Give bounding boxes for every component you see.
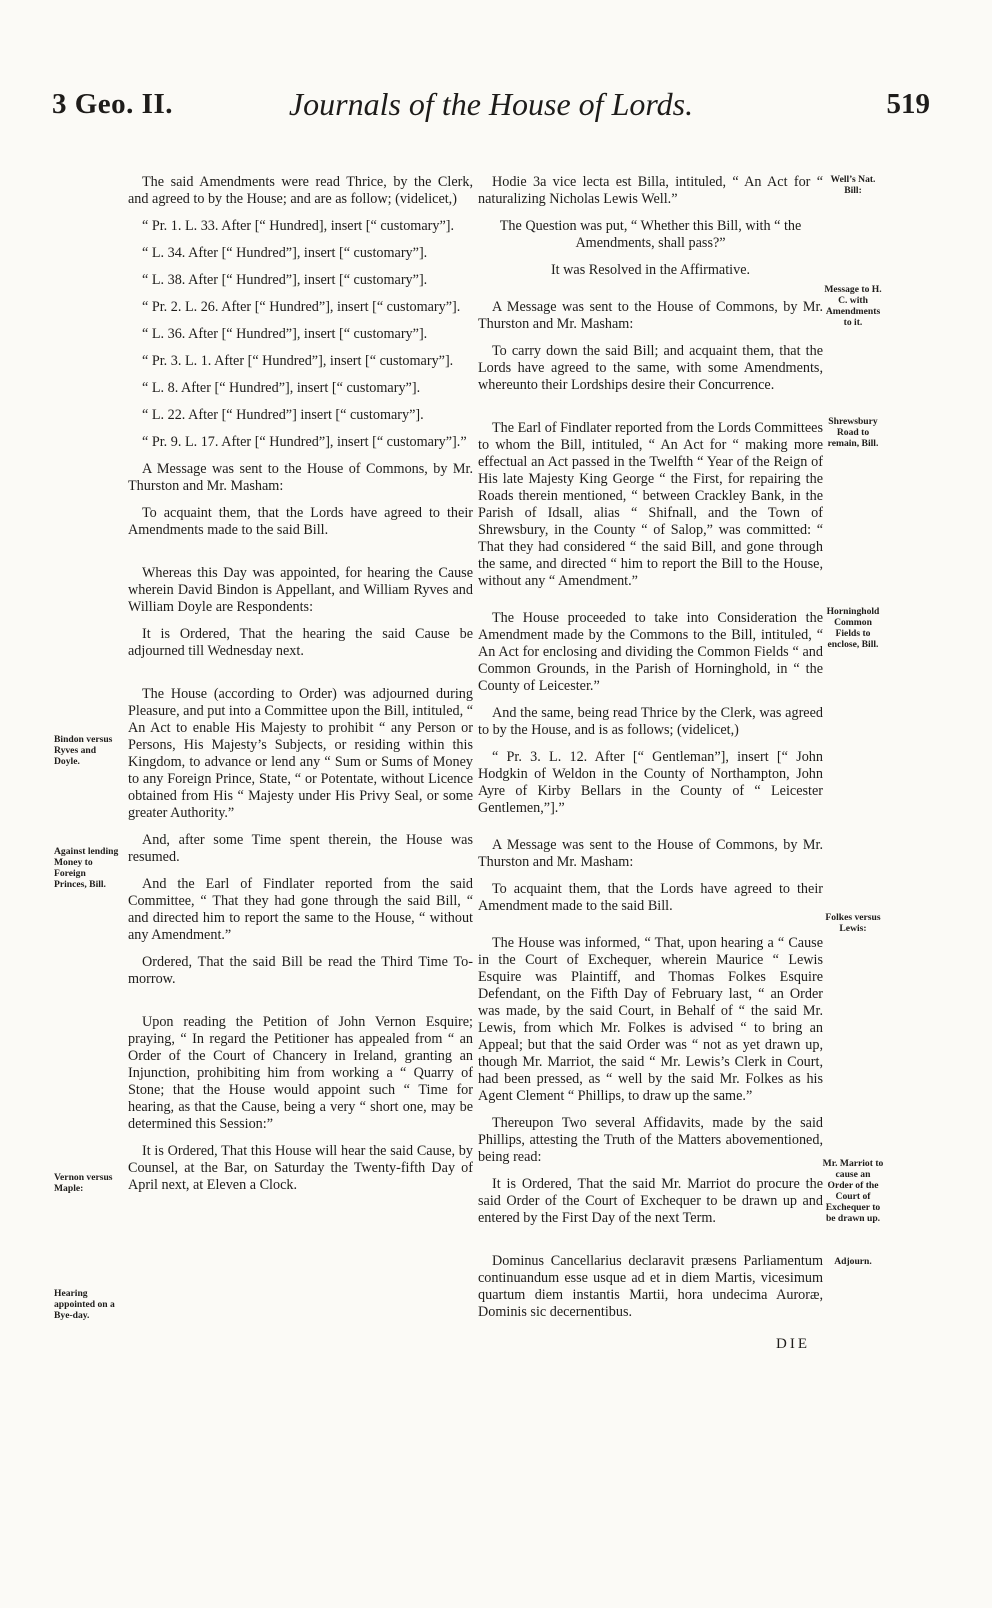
page-header (52, 86, 930, 146)
paragraph: And the Earl of Findlater reported from the said Committee, “ That they had gone through the said Bill, “ and directed him to report the same to the House, “ without any Amendment.” (128, 876, 473, 943)
paragraph: Upon reading the Petition of John Vernon Esquire; praying, “ In regard the Petitioner has appealed from “ an Order of the Court of Chancery in Ireland, granting an Injunction, prohibiting him from working a “ Quarry of Stone; that the House would appoint such “ Time for hearing, as that the Cause, being a very “ short one, may be determined this Session:” (128, 1014, 473, 1132)
paragraph: A Message was sent to the House of Commons, by Mr. Thurston and Mr. Masham: (478, 837, 823, 870)
left-column (128, 174, 473, 1204)
margin-note: Mr. Marriot to cause an Order of the Court of Exchequer to be drawn up. (822, 1158, 884, 1224)
paragraph: It is Ordered, That the hearing the said Cause be adjourned till Wednesday next. (128, 626, 473, 659)
margin-note: Message to H. C. with Amendments to it. (824, 284, 882, 328)
margin-note: Hearing appointed on a Bye-day. (54, 1288, 115, 1321)
amendment-line: “ Pr. 1. L. 33. After [“ Hundred], insert [“ customary”]. (142, 218, 455, 234)
paragraph: The Question was put, “ Whether this Bill, with “ the Amendments, shall pass?” (499, 218, 802, 251)
margin-note: Shrewsbury Road to remain, Bill. (827, 416, 879, 449)
paragraph: The House (according to Order) was adjourned during Pleasure, and put into a Committee upon the Bill, intituled, “ An Act to enable His Majesty to prohibit “ any Person or Persons, His Majesty’s Subjects, or residing within this Kingdom, to advance or lend any “ Sum or Sums of Money to any Foreign Prince, State, “ or Potentate, without Licence obtained from His “ Majesty under His Privy Seal, or some greater Authority.” (128, 686, 473, 821)
paragraph: The House proceeded to take into Consideration the Amendment made by the Commons to the Bill, intituled, “ An Act for enclosing and dividing the Common Fields “ and Common Grounds, in the Parish of Horninghold, in “ the County of Leicester.” (478, 610, 823, 694)
paragraph: Ordered, That the said Bill be read the Third Time To-morrow. (128, 954, 473, 987)
paragraph: The Earl of Findlater reported from the Lords Committees to whom the Bill, intituled, “ An Act for “ making more effectual an Act passed in the Twelfth “ Year of the Reign of His late Majesty King George “ the First, for repairing the Roads therein mentioned, “ between Crackley Bank, in the Parish of Idsall, alias “ Shifnall, and the Town of Shrewsbury, in the County “ of Salop,” was committed: “ That they had considered “ the said Bill, and gone through the same, and directed “ him to report the Bill to the House, without any “ Amendment.” (478, 420, 823, 589)
paragraph: A Message was sent to the House of Commons, by Mr. Thurston and Mr. Masham: (478, 299, 823, 332)
paragraph: A Message was sent to the House of Commons, by Mr. Thurston and Mr. Masham: (128, 461, 473, 494)
paragraph: And, after some Time spent therein, the House was resumed. (128, 832, 473, 865)
amendment-line: “ Pr. 9. L. 17. After [“ Hundred”], insert [“ customary”].” (142, 434, 467, 450)
right-column (478, 174, 823, 1331)
margin-note: Horninghold Common Fields to enclose, Bill. (826, 606, 880, 650)
amendment-line: “ L. 22. After [“ Hundred”] insert [“ customary”]. (142, 407, 424, 423)
margin-note: Folkes versus Lewis: (825, 912, 881, 934)
paragraph: Thereupon Two several Affidavits, made by the said Phillips, attesting the Truth of the Matters abovementioned, being read: (478, 1115, 823, 1165)
paragraph: To acquaint them, that the Lords have agreed to their Amendment made to the said Bill. (478, 881, 823, 914)
amendment-line: “ L. 8. After [“ Hundred”], insert [“ customary”]. (142, 380, 421, 396)
paragraph: Whereas this Day was appointed, for hearing the Cause wherein David Bindon is Appellant, and William Ryves and William Doyle are Respondents: (128, 565, 473, 615)
margin-note: Bindon versus Ryves and Doyle. (54, 734, 113, 767)
margin-note: Vernon versus Maple: (54, 1172, 113, 1194)
amendment-line: “ L. 34. After [“ Hundred”], insert [“ customary”]. (142, 245, 428, 261)
amendment-line: “ L. 36. After [“ Hundred”], insert [“ customary”]. (142, 326, 428, 342)
paragraph: It is Ordered, That the said Mr. Marriot do procure the said Order of the Court of Exchequer to be drawn up and entered by the First Day of the next Term. (478, 1176, 823, 1226)
amendment-line: “ L. 38. After [“ Hundred”], insert [“ customary”]. (142, 272, 428, 288)
paragraph: To acquaint them, that the Lords have agreed to their Amendments made to the said Bill. (128, 505, 473, 538)
paragraph: “ Pr. 3. L. 12. After [“ Gentleman”], insert [“ John Hodgkin of Weldon in the County of Northampton, John Ayre of Kirby Bellars in the County of “ Leicester Gentlemen,”].” (478, 749, 823, 816)
catchword: DIE (776, 1336, 810, 1352)
margin-note: Adjourn. (834, 1256, 872, 1267)
amendment-line: “ Pr. 2. L. 26. After [“ Hundred”], insert [“ customary”]. (142, 299, 461, 315)
margin-note: Well’s Nat. Bill: (830, 174, 876, 196)
amendment-line: “ Pr. 3. L. 1. After [“ Hundred”], insert [“ customary”]. (142, 353, 454, 369)
paragraph: Dominus Cancellarius declaravit præsens Parliamentum continuandum esse usque ad et in diem Martis, vicesimum quartum diem instantis Martii, hora undecima Auroræ, Dominis sic decernentibus. (478, 1253, 823, 1320)
paragraph: To carry down the said Bill; and acquaint them, that the Lords have agreed to the same, with some Amendments, whereunto their Lordships desire their Concurrence. (478, 343, 823, 393)
paragraph: Hodie 3a vice lecta est Billa, intituled, “ An Act for “ naturalizing Nicholas Lewis Well.” (478, 174, 823, 207)
paragraph: And the same, being read Thrice by the Clerk, was agreed to by the House, and is as follows; (videlicet,) (478, 705, 823, 738)
paragraph: The said Amendments were read Thrice, by the Clerk, and agreed to by the House; and are as follow; (videlicet,) (128, 174, 473, 207)
regnal-year: 3 Geo. II. (52, 88, 173, 120)
page-number: 519 (886, 88, 930, 120)
journal-title: Journals of the House of Lords. (288, 86, 694, 122)
paragraph: It was Resolved in the Affirmative. (550, 262, 751, 278)
paragraph: The House was informed, “ That, upon hearing a “ Cause in the Court of Exchequer, wherein Maurice “ Lewis Esquire was Plaintiff, and Thomas Folkes Esquire Defendant, on the Fifth Day of February last, “ an Order was made, by the said Court, in Behalf of “ the said Mr. Lewis, from which Mr. Folkes is advised “ to bring an Appeal; but that the said Order was “ not as yet drawn up, though Mr. Marriot, the said “ Mr. Lewis’s Clerk in Court, had been pressed, as “ well by the said Mr. Folkes as his Agent Clement “ Phillips, to draw up the same.” (478, 935, 823, 1104)
margin-note: Against lending Money to Foreign Princes, Bill. (54, 846, 119, 890)
paragraph: It is Ordered, That this House will hear the said Cause, by Counsel, at the Bar, on Saturday the Twenty-fifth Day of April next, at Eleven a Clock. (128, 1143, 473, 1193)
